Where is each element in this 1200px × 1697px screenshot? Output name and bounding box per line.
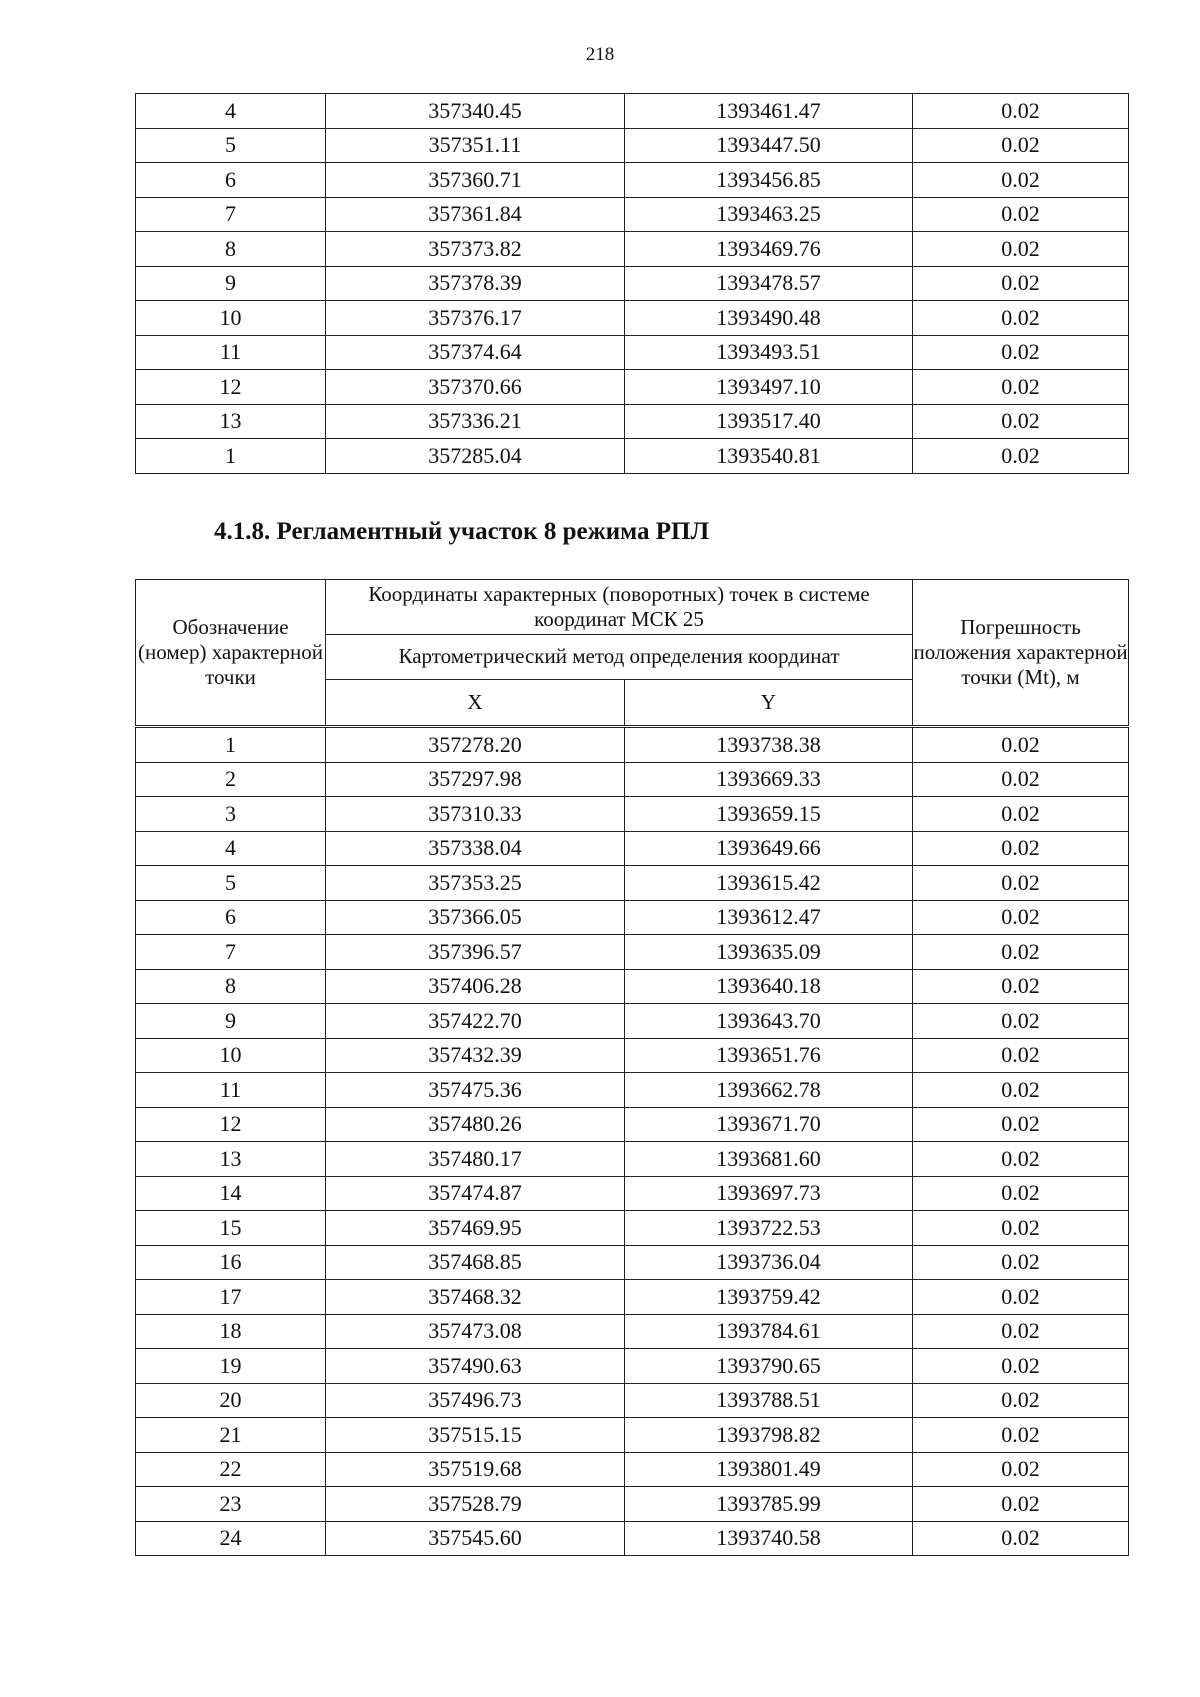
table-row bbox=[136, 1211, 1129, 1246]
error-cell: 0.02 bbox=[913, 1383, 1129, 1418]
y-coordinate-cell: 1393469.76 bbox=[625, 232, 913, 267]
point-number-cell: 1 bbox=[136, 727, 326, 763]
error-cell: 0.02 bbox=[913, 128, 1129, 163]
point-number-cell: 9 bbox=[136, 266, 326, 301]
x-coordinate-cell: 357373.82 bbox=[326, 232, 625, 267]
y-coordinate-cell: 1393517.40 bbox=[625, 404, 913, 439]
error-cell: 0.02 bbox=[913, 1176, 1129, 1211]
table-row bbox=[136, 1004, 1129, 1039]
point-number-cell: 8 bbox=[136, 969, 326, 1004]
point-number-cell: 4 bbox=[136, 831, 326, 866]
point-number-cell: 20 bbox=[136, 1383, 326, 1418]
point-number-cell: 24 bbox=[136, 1521, 326, 1556]
error-cell: 0.02 bbox=[913, 301, 1129, 336]
table-row bbox=[136, 1038, 1129, 1073]
point-number-cell: 9 bbox=[136, 1004, 326, 1039]
y-coordinate-cell: 1393635.09 bbox=[625, 935, 913, 970]
x-coordinate-cell: 357490.63 bbox=[326, 1349, 625, 1384]
y-coordinate-cell: 1393785.99 bbox=[625, 1487, 913, 1522]
point-number-cell: 5 bbox=[136, 866, 326, 901]
header-x: X bbox=[326, 680, 625, 727]
point-number-cell: 15 bbox=[136, 1211, 326, 1246]
error-cell: 0.02 bbox=[913, 94, 1129, 129]
point-number-cell: 10 bbox=[136, 1038, 326, 1073]
error-cell: 0.02 bbox=[913, 1349, 1129, 1384]
x-coordinate-cell: 357545.60 bbox=[326, 1521, 625, 1556]
y-coordinate-cell: 1393740.58 bbox=[625, 1521, 913, 1556]
y-coordinate-cell: 1393651.76 bbox=[625, 1038, 913, 1073]
point-number-cell: 22 bbox=[136, 1452, 326, 1487]
x-coordinate-cell: 357370.66 bbox=[326, 370, 625, 405]
x-coordinate-cell: 357469.95 bbox=[326, 1211, 625, 1246]
header-y: Y bbox=[625, 680, 913, 727]
y-coordinate-cell: 1393681.60 bbox=[625, 1142, 913, 1177]
point-number-cell: 8 bbox=[136, 232, 326, 267]
x-coordinate-cell: 357351.11 bbox=[326, 128, 625, 163]
error-cell: 0.02 bbox=[913, 797, 1129, 832]
table-row bbox=[136, 1142, 1129, 1177]
error-cell: 0.02 bbox=[913, 1418, 1129, 1453]
error-cell: 0.02 bbox=[913, 232, 1129, 267]
y-coordinate-cell: 1393790.65 bbox=[625, 1349, 913, 1384]
error-cell: 0.02 bbox=[913, 335, 1129, 370]
x-coordinate-cell: 357422.70 bbox=[326, 1004, 625, 1039]
table-row bbox=[136, 163, 1129, 198]
table-row bbox=[136, 969, 1129, 1004]
y-coordinate-cell: 1393478.57 bbox=[625, 266, 913, 301]
point-number-cell: 21 bbox=[136, 1418, 326, 1453]
error-cell: 0.02 bbox=[913, 900, 1129, 935]
error-cell: 0.02 bbox=[913, 762, 1129, 797]
table-row bbox=[136, 762, 1129, 797]
x-coordinate-cell: 357519.68 bbox=[326, 1452, 625, 1487]
error-cell: 0.02 bbox=[913, 1073, 1129, 1108]
error-cell: 0.02 bbox=[913, 1452, 1129, 1487]
error-cell: 0.02 bbox=[913, 404, 1129, 439]
error-cell: 0.02 bbox=[913, 1521, 1129, 1556]
table-row bbox=[136, 1176, 1129, 1211]
x-coordinate-cell: 357338.04 bbox=[326, 831, 625, 866]
table-row bbox=[136, 1383, 1129, 1418]
error-cell: 0.02 bbox=[913, 1211, 1129, 1246]
x-coordinate-cell: 357366.05 bbox=[326, 900, 625, 935]
y-coordinate-cell: 1393669.33 bbox=[625, 762, 913, 797]
y-coordinate-cell: 1393662.78 bbox=[625, 1073, 913, 1108]
point-number-cell: 6 bbox=[136, 163, 326, 198]
y-coordinate-cell: 1393649.66 bbox=[625, 831, 913, 866]
x-coordinate-cell: 357528.79 bbox=[326, 1487, 625, 1522]
table-row bbox=[136, 900, 1129, 935]
x-coordinate-cell: 357310.33 bbox=[326, 797, 625, 832]
error-cell: 0.02 bbox=[913, 1107, 1129, 1142]
table-row bbox=[136, 797, 1129, 832]
point-number-cell: 2 bbox=[136, 762, 326, 797]
x-coordinate-cell: 357496.73 bbox=[326, 1383, 625, 1418]
point-number-cell: 6 bbox=[136, 900, 326, 935]
point-number-cell: 17 bbox=[136, 1280, 326, 1315]
y-coordinate-cell: 1393801.49 bbox=[625, 1452, 913, 1487]
x-coordinate-cell: 357340.45 bbox=[326, 94, 625, 129]
table-row bbox=[136, 866, 1129, 901]
table-row bbox=[136, 1452, 1129, 1487]
point-number-cell: 5 bbox=[136, 128, 326, 163]
point-number-cell: 19 bbox=[136, 1349, 326, 1384]
x-coordinate-cell: 357361.84 bbox=[326, 197, 625, 232]
y-coordinate-cell: 1393659.15 bbox=[625, 797, 913, 832]
table-row bbox=[136, 1487, 1129, 1522]
x-coordinate-cell: 357515.15 bbox=[326, 1418, 625, 1453]
point-number-cell: 4 bbox=[136, 94, 326, 129]
error-cell: 0.02 bbox=[913, 1004, 1129, 1039]
error-cell: 0.02 bbox=[913, 935, 1129, 970]
y-coordinate-cell: 1393640.18 bbox=[625, 969, 913, 1004]
point-number-cell: 3 bbox=[136, 797, 326, 832]
x-coordinate-cell: 357480.17 bbox=[326, 1142, 625, 1177]
y-coordinate-cell: 1393736.04 bbox=[625, 1245, 913, 1280]
x-coordinate-cell: 357480.26 bbox=[326, 1107, 625, 1142]
y-coordinate-cell: 1393463.25 bbox=[625, 197, 913, 232]
point-number-cell: 7 bbox=[136, 197, 326, 232]
table-row bbox=[136, 1418, 1129, 1453]
table-row bbox=[136, 1521, 1129, 1556]
table-row bbox=[136, 439, 1129, 474]
table-row bbox=[136, 935, 1129, 970]
x-coordinate-cell: 357374.64 bbox=[326, 335, 625, 370]
coordinates-table bbox=[135, 579, 1129, 1556]
table-row bbox=[136, 404, 1129, 439]
y-coordinate-cell: 1393798.82 bbox=[625, 1418, 913, 1453]
coordinates-table-continued bbox=[135, 93, 1129, 474]
x-coordinate-cell: 357378.39 bbox=[326, 266, 625, 301]
y-coordinate-cell: 1393784.61 bbox=[625, 1314, 913, 1349]
point-number-cell: 10 bbox=[136, 301, 326, 336]
y-coordinate-cell: 1393540.81 bbox=[625, 439, 913, 474]
y-coordinate-cell: 1393788.51 bbox=[625, 1383, 913, 1418]
error-cell: 0.02 bbox=[913, 370, 1129, 405]
point-number-cell: 16 bbox=[136, 1245, 326, 1280]
y-coordinate-cell: 1393456.85 bbox=[625, 163, 913, 198]
table-row bbox=[136, 232, 1129, 267]
y-coordinate-cell: 1393671.70 bbox=[625, 1107, 913, 1142]
y-coordinate-cell: 1393447.50 bbox=[625, 128, 913, 163]
error-cell: 0.02 bbox=[913, 266, 1129, 301]
x-coordinate-cell: 357376.17 bbox=[326, 301, 625, 336]
y-coordinate-cell: 1393612.47 bbox=[625, 900, 913, 935]
point-number-cell: 12 bbox=[136, 1107, 326, 1142]
error-cell: 0.02 bbox=[913, 163, 1129, 198]
x-coordinate-cell: 357468.85 bbox=[326, 1245, 625, 1280]
point-number-cell: 18 bbox=[136, 1314, 326, 1349]
table-row bbox=[136, 128, 1129, 163]
x-coordinate-cell: 357475.36 bbox=[326, 1073, 625, 1108]
section-heading: 4.1.8. Регламентный участок 8 режима РПЛ bbox=[214, 518, 710, 545]
point-number-cell: 14 bbox=[136, 1176, 326, 1211]
error-cell: 0.02 bbox=[913, 1038, 1129, 1073]
table-body bbox=[136, 94, 1129, 474]
point-number-cell: 13 bbox=[136, 1142, 326, 1177]
error-cell: 0.02 bbox=[913, 1245, 1129, 1280]
page-number: 218 bbox=[585, 44, 615, 65]
table-row bbox=[136, 370, 1129, 405]
table-body bbox=[136, 727, 1129, 1556]
x-coordinate-cell: 357353.25 bbox=[326, 866, 625, 901]
point-number-cell: 1 bbox=[136, 439, 326, 474]
y-coordinate-cell: 1393461.47 bbox=[625, 94, 913, 129]
point-number-cell: 23 bbox=[136, 1487, 326, 1522]
table-row bbox=[136, 1280, 1129, 1315]
y-coordinate-cell: 1393493.51 bbox=[625, 335, 913, 370]
y-coordinate-cell: 1393697.73 bbox=[625, 1176, 913, 1211]
point-number-cell: 11 bbox=[136, 1073, 326, 1108]
table-row bbox=[136, 197, 1129, 232]
error-cell: 0.02 bbox=[913, 1314, 1129, 1349]
table-row bbox=[136, 301, 1129, 336]
table-row bbox=[136, 727, 1129, 763]
header-coordinates-group: Координаты характерных (поворотных) точек в системе координат МСК 25 bbox=[326, 580, 913, 635]
error-cell: 0.02 bbox=[913, 727, 1129, 763]
error-cell: 0.02 bbox=[913, 1487, 1129, 1522]
x-coordinate-cell: 357406.28 bbox=[326, 969, 625, 1004]
point-number-cell: 13 bbox=[136, 404, 326, 439]
x-coordinate-cell: 357285.04 bbox=[326, 439, 625, 474]
error-cell: 0.02 bbox=[913, 439, 1129, 474]
error-cell: 0.02 bbox=[913, 866, 1129, 901]
header-method: Картометрический метод определения координат bbox=[326, 635, 913, 680]
y-coordinate-cell: 1393722.53 bbox=[625, 1211, 913, 1246]
error-cell: 0.02 bbox=[913, 969, 1129, 1004]
y-coordinate-cell: 1393615.42 bbox=[625, 866, 913, 901]
y-coordinate-cell: 1393738.38 bbox=[625, 727, 913, 763]
table-row bbox=[136, 266, 1129, 301]
header-point-designation: Обозначение (номер) характерной точки bbox=[136, 580, 326, 727]
error-cell: 0.02 bbox=[913, 1280, 1129, 1315]
x-coordinate-cell: 357473.08 bbox=[326, 1314, 625, 1349]
error-cell: 0.02 bbox=[913, 1142, 1129, 1177]
table-row bbox=[136, 335, 1129, 370]
table-header bbox=[136, 580, 1129, 727]
y-coordinate-cell: 1393490.48 bbox=[625, 301, 913, 336]
x-coordinate-cell: 357432.39 bbox=[326, 1038, 625, 1073]
table-row bbox=[136, 1314, 1129, 1349]
header-position-error: Погрешность положения характерной точки (Mt), м bbox=[913, 580, 1129, 727]
table-row bbox=[136, 1349, 1129, 1384]
table-row bbox=[136, 831, 1129, 866]
x-coordinate-cell: 357278.20 bbox=[326, 727, 625, 763]
table-row bbox=[136, 94, 1129, 129]
x-coordinate-cell: 357297.98 bbox=[326, 762, 625, 797]
error-cell: 0.02 bbox=[913, 197, 1129, 232]
point-number-cell: 11 bbox=[136, 335, 326, 370]
x-coordinate-cell: 357336.21 bbox=[326, 404, 625, 439]
y-coordinate-cell: 1393759.42 bbox=[625, 1280, 913, 1315]
x-coordinate-cell: 357474.87 bbox=[326, 1176, 625, 1211]
table-row bbox=[136, 1245, 1129, 1280]
error-cell: 0.02 bbox=[913, 831, 1129, 866]
table-row bbox=[136, 1107, 1129, 1142]
x-coordinate-cell: 357360.71 bbox=[326, 163, 625, 198]
x-coordinate-cell: 357396.57 bbox=[326, 935, 625, 970]
point-number-cell: 12 bbox=[136, 370, 326, 405]
y-coordinate-cell: 1393643.70 bbox=[625, 1004, 913, 1039]
table-row bbox=[136, 1073, 1129, 1108]
point-number-cell: 7 bbox=[136, 935, 326, 970]
x-coordinate-cell: 357468.32 bbox=[326, 1280, 625, 1315]
y-coordinate-cell: 1393497.10 bbox=[625, 370, 913, 405]
